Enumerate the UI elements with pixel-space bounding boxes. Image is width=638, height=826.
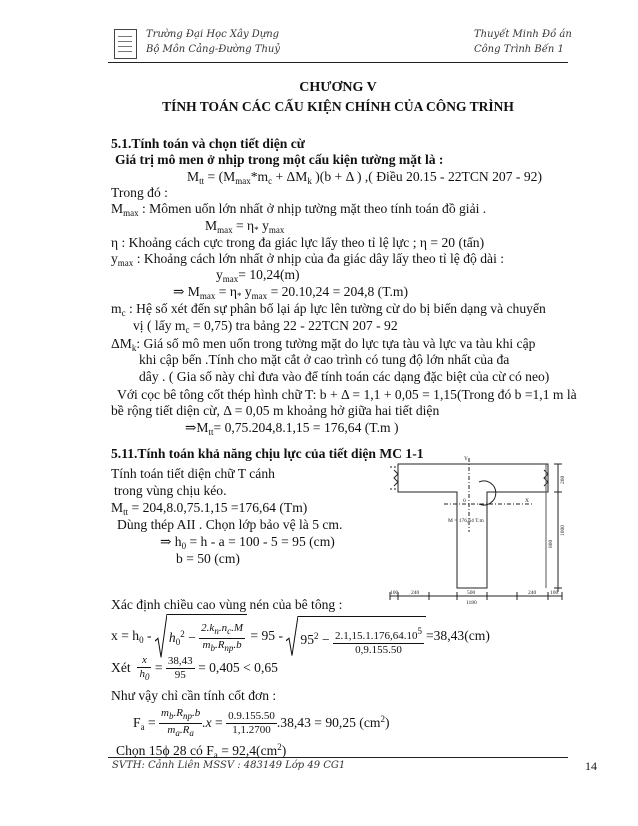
t-section-diagram <box>384 452 570 608</box>
mmax-equation: $M_{max} = \eta_*$ $y_{max}$ <box>205 218 285 235</box>
university-logo <box>114 29 137 59</box>
mtt-result: $\Rightarrow M_{tt}= 0,75.204,8.1,15 = 176,64$ (T.m ) <box>185 420 399 437</box>
dim-b-1180: 1180 <box>466 600 477 606</box>
dim-800: 800 <box>548 539 554 548</box>
ymax-definition: $y_{max}$ : Khoảng cách lớn nhất ở nhịp của đa giác dây lấy theo tỉ lệ độ dài : <box>111 251 505 268</box>
header-school: Trường Đại Học Xây Dựng <box>146 29 280 40</box>
section-heading-5-1: 5.1.Tính toán và chọn tiết diện cừ <box>111 136 305 151</box>
trong-do: Trong đó : <box>111 185 168 200</box>
x-sqrt-numeric: $95^2$ − $\frac{2.1,15.1.176,64.10^5}{0,9.155.50}$ <box>286 616 426 658</box>
chon-thep: Chọn 15ϕ 28 có $F_a = 92,4(cm^2)$ <box>116 742 287 760</box>
x-formula: $x = h_0$ - $h_0^2$ − $\frac{2.k_n.n_c.M}{m_b.R_{np}.b}$ = 95 - $95^2$ − $\frac{2.1,15.1.176,64.10^5}{0,9.155.50}$ =38,43(cm) <box>111 614 490 650</box>
footer-student-info: SVTH: Cảnh Liên MSSV : 483149 Lớp 49 CG1 <box>112 760 346 771</box>
dmk-line3: dây . ( Gia số này chỉ đưa vào để tính toán các dạng đặc biệt của cừ có neo) <box>139 369 550 384</box>
eta-definition: η : Khoảng cách cực trong đa giác lực lấy theo tỉ lệ lực ; η = 20 (tấn) <box>111 235 485 250</box>
s2-h0: ⇒ $h_0 = h - a = 100 - 5 = 95$ (cm) <box>160 534 335 551</box>
mc-value: vị ( lấy $m_c = 0,75$) tra bảng 22 - 22TCN 207 - 92 <box>133 318 398 335</box>
diagram-y-label: Y <box>464 456 468 462</box>
nhu-vay: Như vậy chỉ cần tính cốt đơn : <box>111 688 277 703</box>
dim-1000: 1000 <box>560 525 566 536</box>
s2-steel: Dùng thép AII . Chọn lớp bảo vệ là 5 cm. <box>117 517 343 532</box>
header-department: Bộ Môn Cảng-Đường Thuỷ <box>146 44 281 55</box>
dim-b-240a: 240 <box>411 590 420 596</box>
mmax-calculation: ⇒ $M_{max} = \eta_*$ $y_{max} = 20.10,24 = 204,8$ (T.m) <box>173 284 408 301</box>
diagram-x-label: X <box>525 498 529 504</box>
footer-rule <box>108 757 568 758</box>
header-doc-type: Thuyết Minh Đồ án <box>474 29 572 40</box>
mc-definition: $m_c$ : Hệ số xét đến sự phân bố lại áp lực lên tường cừ do bị biến dạng và chuyển <box>111 301 546 318</box>
s2-line1: Tính toán tiết diện chữ T cánh <box>111 466 275 481</box>
x-sqrt-symbolic: $h_0^2$ − $\frac{2.k_n.n_c.M}{m_b.R_{np}.b}$ <box>155 614 247 660</box>
coc-line: Với cọc bê tông cốt thép hình chữ T: b + Δ = 1,1 + 0,05 = 1,15(Trong đó b =1,1 m là <box>117 387 577 402</box>
xac-dinh: Xác định chiều cao vùng nén của bê tông : <box>111 597 343 612</box>
dmk-definition: $\Delta M_k$: Giá số mô men uốn trong tường mặt do lực tựa tàu và lực va tàu khi cập <box>111 336 536 353</box>
page-number: 14 <box>585 759 597 773</box>
chapter-number: CHƯƠNG V <box>299 80 377 95</box>
dim-b-100b: 100 <box>550 590 559 596</box>
intro-text: Giá trị mô men ở nhịp trong một cấu kiện tường mặt là : <box>115 152 444 167</box>
formula-mtt: $M_{tt} = (M_{max}*m_c + \Delta M_k$ )(b + Δ ) ,( Điều 20.15 - 22TCN 207 - 92) <box>187 169 542 186</box>
s2-b: b = 50 (cm) <box>176 551 240 566</box>
s2-line2: trong vùng chịu kéo. <box>114 483 227 498</box>
chapter-title: TÍNH TOÁN CÁC CẤU KIỆN CHÍNH CỦA CÔNG TRÌNH <box>162 99 514 114</box>
header-rule <box>108 62 568 63</box>
xet-check: Xét $\frac{x}{h_0}$ = $\frac{38,43}{95}$ = 0,405 < 0,65 <box>111 653 278 682</box>
ymax-value: $y_{max}= 10,24(m)$ <box>216 267 300 284</box>
dim-200: 200 <box>560 475 566 484</box>
t-section-outline <box>398 464 548 588</box>
fa-formula: $F_a$ = $\frac{m_b.R_{np}.b}{m_a.R_a}$ .x = $\frac{0.9.155.50}{1,1.2700}$ .38,43 = 90,25 $(cm^2)$ <box>133 707 390 739</box>
coc-line2: bề rộng tiết diện cừ, Δ = 0,05 m khoảng hở giữa hai tiết diện <box>111 403 440 418</box>
section-heading-5-11: 5.11.Tính toán khả năng chịu lực của tiết diện MC 1-1 <box>111 446 424 461</box>
mmax-definition: $M_{max}$ : Mômen uốn lớn nhất ở nhịp tường mặt theo tính toán đồ giải . <box>111 201 487 218</box>
dim-b-240b: 240 <box>528 590 537 596</box>
dim-b-100a: 100 <box>390 590 399 596</box>
diagram-moment: M = 176,64 T.m <box>448 518 484 524</box>
diagram-origin: 0 <box>463 498 466 504</box>
header-project: Công Trình Bến 1 <box>474 44 564 55</box>
dmk-line2: khi cập bến .Tính cho mặt cắt ở cao trình có tung độ lớn nhất của đa <box>139 352 510 367</box>
dim-b-500: 500 <box>467 590 476 596</box>
s2-mtt: $M_{tt} = 204,8.0,75.1,15 =176,64$ (Tm) <box>111 500 308 517</box>
